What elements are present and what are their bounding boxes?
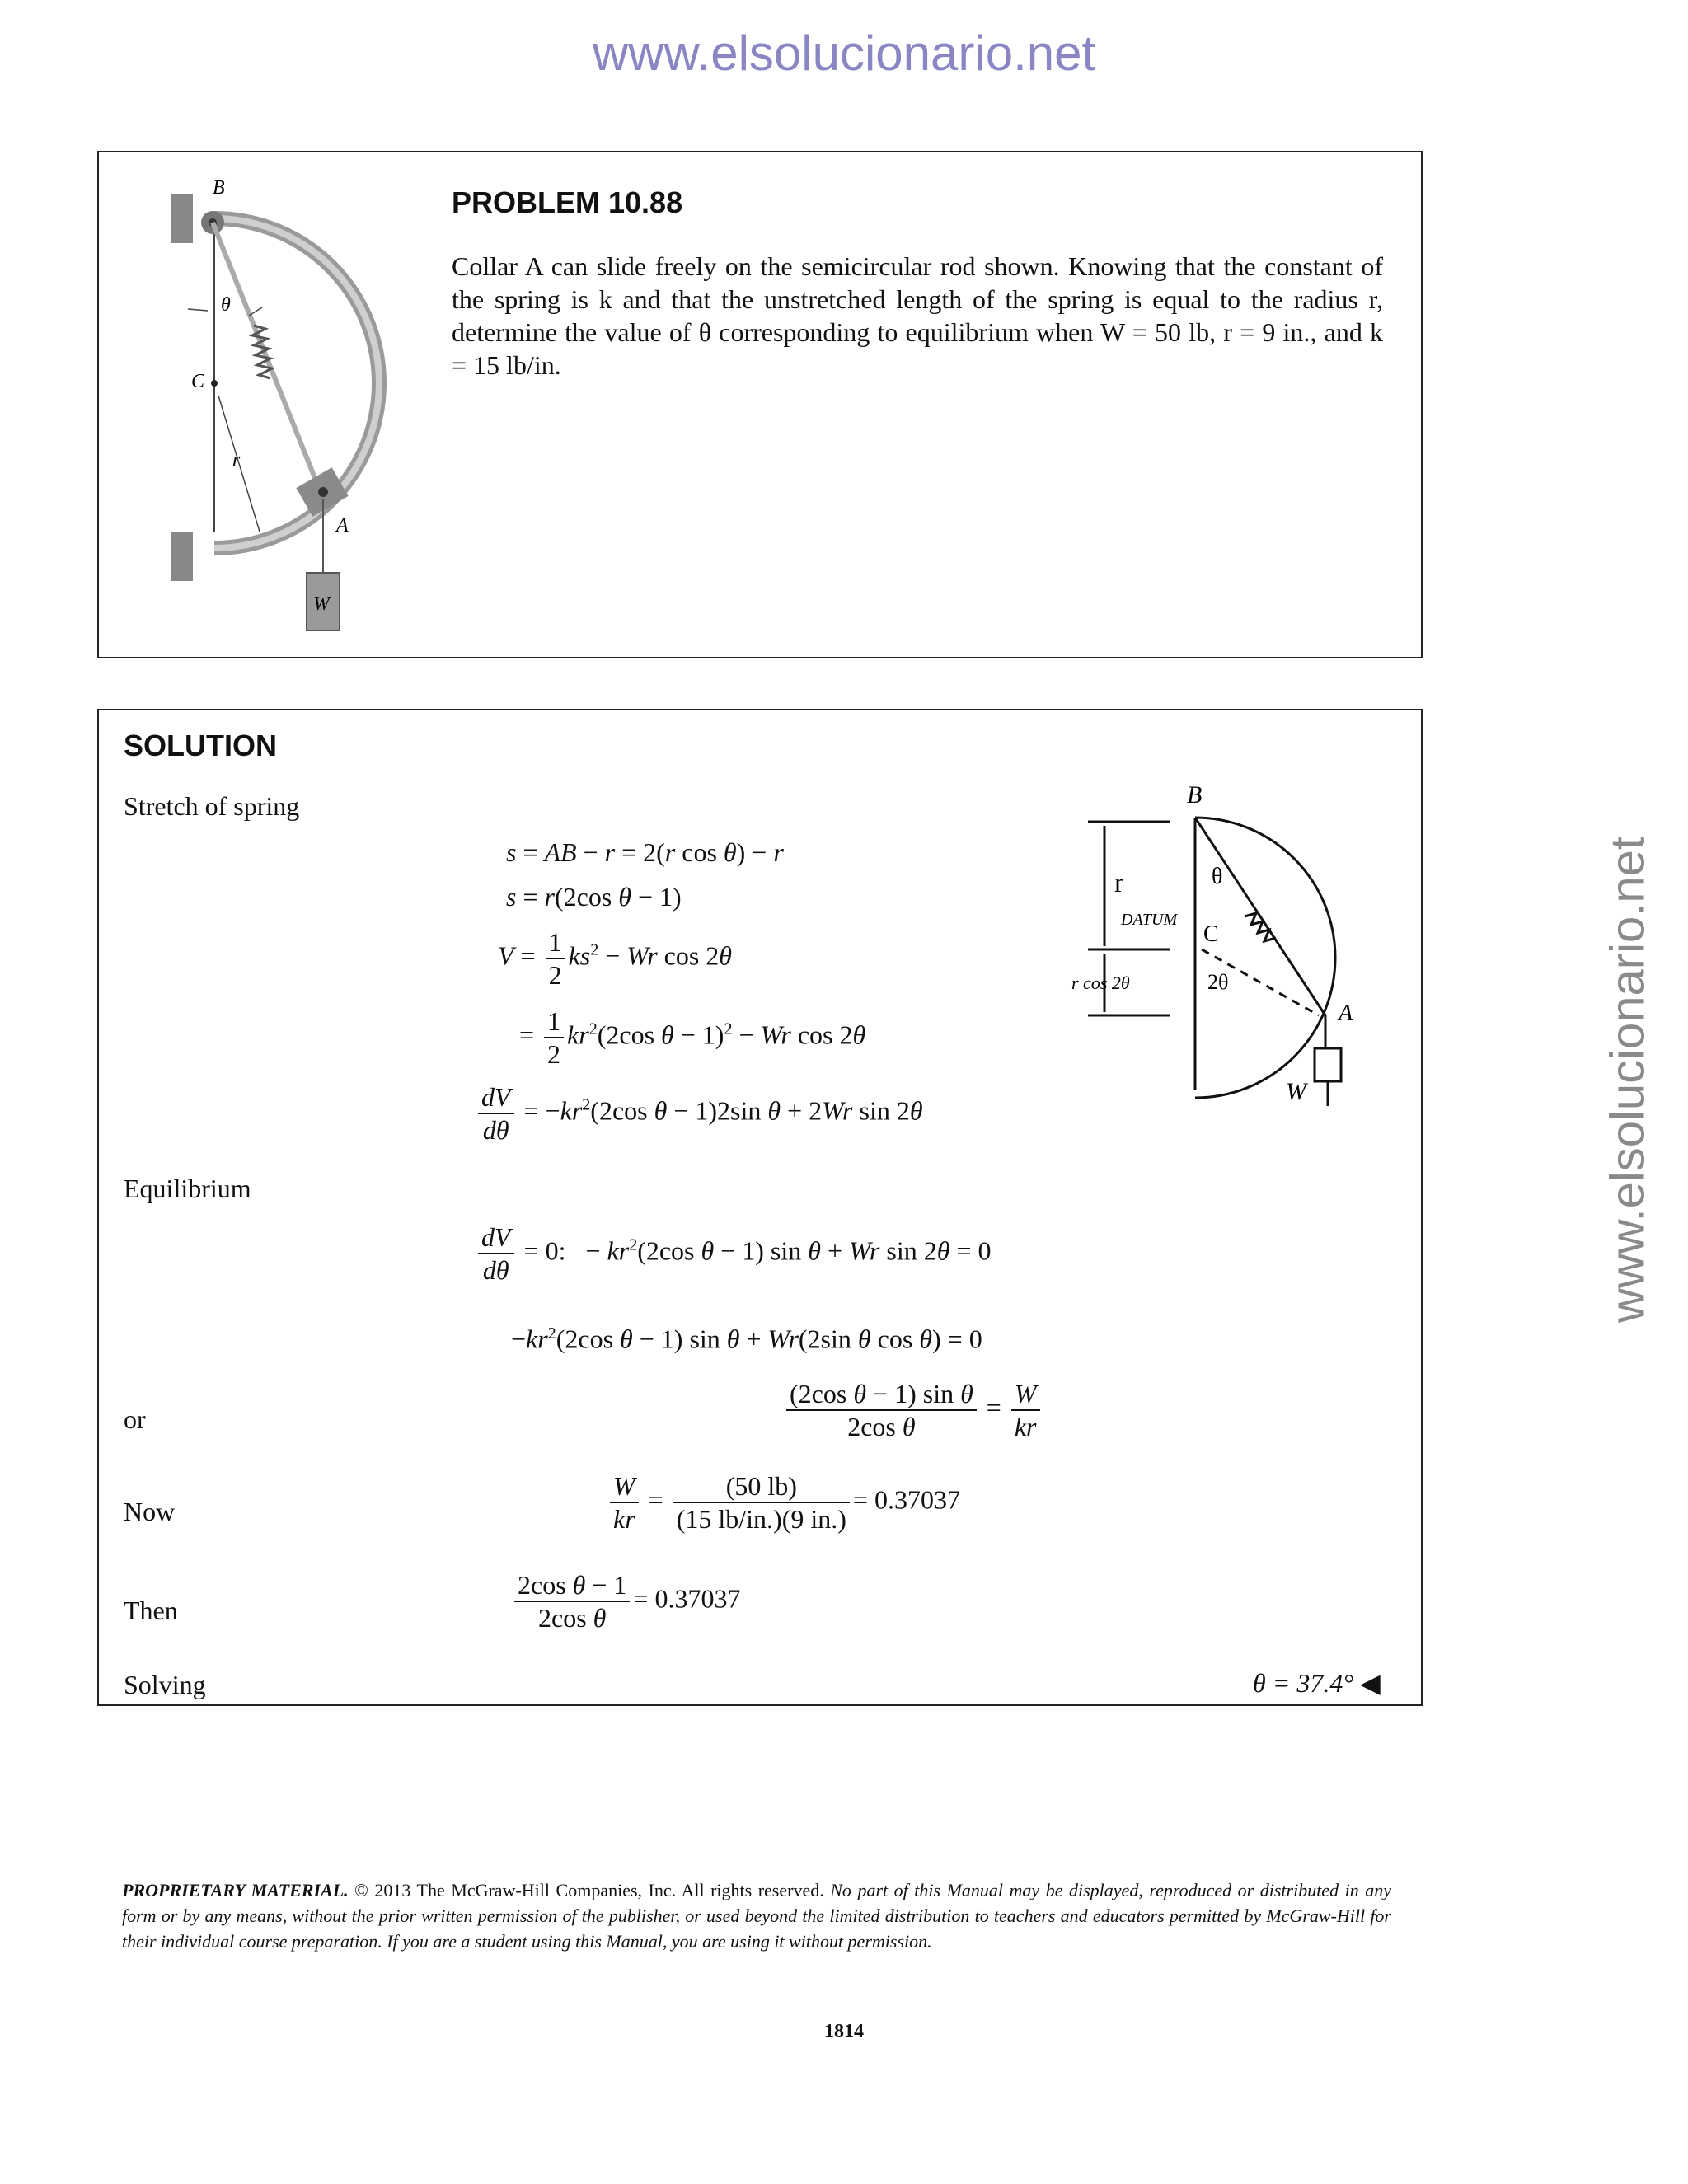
fig-label-a: A — [336, 515, 349, 537]
solution-sketch — [1071, 760, 1418, 1106]
solution-box — [97, 709, 1423, 1706]
sketch-label-theta: θ — [1212, 864, 1223, 889]
eq-now: $\frac{W}{kr}$ = $\frac{(50 lb)}{(15 lb/in.)(9 in.)}$ = 0.37037 — [607, 1470, 960, 1535]
problem-title: PROBLEM 10.88 — [452, 185, 683, 219]
sketch-label-2theta: 2θ — [1207, 970, 1229, 994]
now-denominator: (15 lb/in.)(9 in.) — [676, 1504, 846, 1534]
eq-stretch-1: s = AB − r = 2(r cos θ) − r — [506, 837, 784, 867]
watermark-side: www.elsolucionario.net — [1601, 837, 1655, 1323]
page-number: 1814 — [824, 2021, 864, 2042]
watermark-top: www.elsolucionario.net — [592, 26, 1096, 81]
fig-label-w: W — [313, 593, 330, 615]
fig-label-b: B — [213, 177, 225, 199]
eq-then: $\frac{\text{2cos θ − 1}}{\text{2cos θ}}$ = 0.37037 — [511, 1569, 740, 1633]
solution-title: SOLUTION — [124, 729, 277, 762]
eq-equilibrium-2: $-kr^2(2\cos$ θ − 1) sin θ + Wr(2sin θ cos θ) = 0 — [511, 1324, 982, 1354]
label-now: Now — [124, 1497, 176, 1526]
problem-box — [97, 151, 1423, 658]
then-result: = 0.37037 — [633, 1583, 741, 1614]
eq-derivative: $\frac{dV}{d\theta}$ = $-kr^2(2\cos$ θ − 1)2sin θ + 2Wr sin 2θ — [475, 1081, 923, 1146]
sketch-label-r: r — [1114, 868, 1124, 898]
eq-stretch-2: s = r(2cos θ − 1) — [506, 882, 682, 912]
eq-potential-2: = $\frac{1}{2}$ $kr^2(2\cos$ θ − 1)$^2$ − Wr cos 2θ — [519, 1006, 866, 1069]
sketch-label-c: C — [1203, 921, 1219, 947]
answer: θ = 37.4° ◀ — [1253, 1668, 1381, 1698]
label-or: or — [124, 1404, 146, 1434]
sketch-label-rcos: r cos 2θ — [1071, 972, 1130, 993]
fig-label-theta: θ — [221, 294, 231, 316]
label-stretch: Stretch of spring — [124, 791, 300, 821]
sketch-label-datum: DATUM — [1121, 911, 1178, 929]
fig-label-r: r — [232, 449, 241, 471]
now-numerator: (50 lb) — [673, 1470, 850, 1503]
eq-potential-1: V = $\frac{1}{2}$ $ks^2 - Wr$ cos 2θ — [498, 927, 733, 990]
now-result: = 0.37037 — [852, 1484, 960, 1515]
problem-statement: Collar A can slide freely on the semicircular rod shown. Knowing that the constant of the spring is k and that the unstretched length of the spring is equal to the radius r, determine the value of θ corresponding to equilibrium when W = 50 lb, r = 9 in., and k = 15 lb/in. — [452, 251, 1383, 380]
eq-ratio: $\frac{\text{(2cos θ − 1) sin θ}}{\text{2cos θ}}$ = $\frac{W}{kr}$ — [783, 1378, 1043, 1442]
footer-copyright: PROPRIETARY MATERIAL. © 2013 The McGraw-Hill Companies, Inc. All rights reserved. No part of this Manual may be displayed, reproduced or distributed in any form or by any means, without the prior written permission of the publisher, or used beyond the limited distribution to teachers and educators permitted by McGraw-Hill for their individual course preparation. If you are a student using this Manual, you are using it without permission. — [122, 1880, 1391, 1952]
label-equilibrium: Equilibrium — [124, 1174, 251, 1203]
label-solving: Solving — [124, 1670, 206, 1699]
sketch-label-a: A — [1339, 1001, 1353, 1026]
sketch-label-w: W — [1286, 1078, 1306, 1105]
fig-label-c: C — [191, 371, 205, 392]
problem-figure — [148, 169, 445, 647]
label-then: Then — [124, 1596, 178, 1625]
sketch-label-b: B — [1187, 781, 1203, 808]
eq-equilibrium-1: $\frac{dV}{d\theta}$ = 0: − $kr^2(2\cos$ θ − 1) sin θ + Wr sin 2θ = 0 — [475, 1221, 991, 1286]
